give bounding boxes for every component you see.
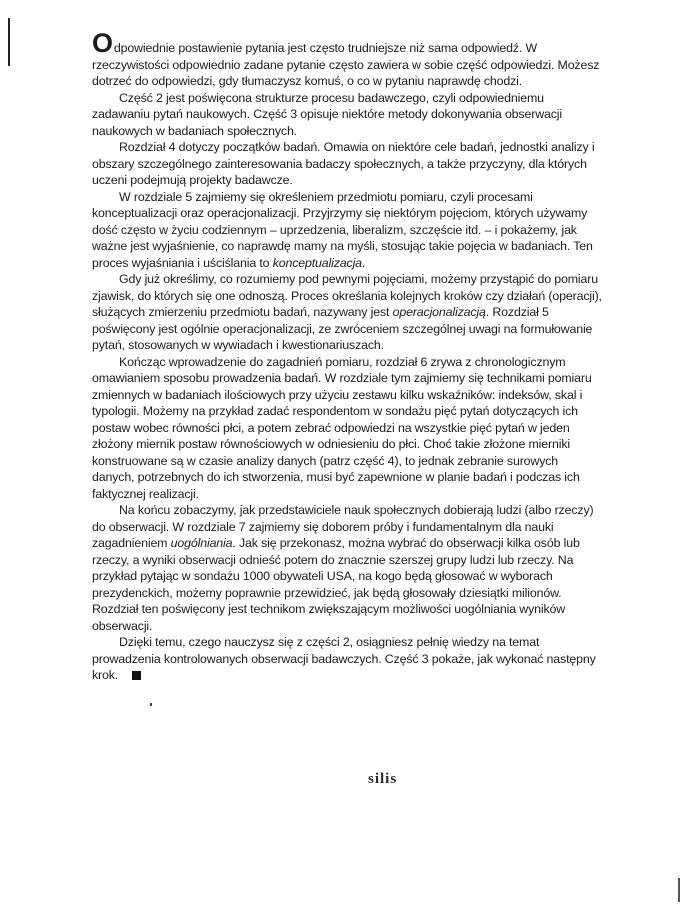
paragraph-7 (92, 502, 602, 634)
paragraph-2 (92, 90, 602, 140)
document-body (92, 28, 602, 684)
paragraph-3-text: Rozdział 4 dotyczy początków badań. Omawia on niektóre cele badań, jednostki analizy i obszary szczególnego zainteresowania badaczy społecznych, a także przyczyny, dla których uczeni podejmują projekty badawcze. (92, 140, 595, 187)
paragraph-6 (92, 354, 602, 503)
paragraph-4-after: . (361, 255, 366, 270)
paragraph-5 (92, 271, 602, 354)
dropcap: O (92, 28, 113, 58)
paragraph-4 (92, 189, 602, 272)
paragraph-6-text: Kończąc wprowadzenie do zagadnień pomiaru, rozdział 6 zrywa z chronologicznym omawianiem sposobu prowadzenia badań. W rozdziale tym zajmiemy się technikami pomiaru zmiennych w badaniach ilościowych przy użyciu zestawu kilku wskaźników: indeksów, skal i typologii. Możemy na przykład zadać respondentom w sondażu pięć pytań dotyczących ich postaw wobec równości płci, a potem zebrać odpowiedzi na wszystkie pięć pytań w jeden złożony miernik postaw równościowych w odniesieniu do płci. Choć takie złożone mierniki konstruowane są w czasie analizy danych (patrz część 4), to jednak zebranie surowych danych, potrzebnych do ich stworzenia, musi być zapewnione w planie badań i podczas ich faktycznej realizacji. (92, 354, 592, 501)
publisher-logo: silis (368, 771, 398, 787)
paragraph-4-term: konceptualizacja (272, 255, 362, 270)
paragraph-7-after: . Jak się przekonasz, można wybrać do obserwacji kilka osób lub rzeczy, a wyniki obserwacji odnieść potem do znacznie szerszej grupy ludzi lub rzeczy. Na przykład pytając w sondażu 1000 obywateli USA, na kogo będą głosować w wyborach prezydenckich, możemy poprawnie przewidzieć, jak będą głosowały dziesiątki milionów. Rozdział ten poświęcony jest technikom zwiększającym możliwości uogólniania wyników obserwacji. (92, 536, 580, 633)
end-of-section-square-icon (132, 671, 141, 680)
paragraph-2-text: Część 2 jest poświęcona strukturze procesu badawczego, czyli odpowiedniemu zadawaniu pytań naukowych. Część 3 opisuje niektóre metody dokonywania obserwacji naukowych w badaniach społecznych. (92, 90, 562, 138)
paragraph-8 (92, 634, 602, 684)
paragraph-3 (92, 139, 602, 189)
paragraph-4-text: W rozdziale 5 zajmiemy się określeniem przedmiotu pomiaru, czyli procesami konceptualizacji oraz operacjonalizacji. Przyjrzymy się niektórym pojęciom, których używamy dość często w życiu codziennym – uprzedzenia, liberalizm, szczęście itd. – i pokażemy, jak ważne jest wyjaśnienie, co naprawdę mamy na myśli, stosując takie pojęcia w badaniach. Ten proces wyjaśniania i uściślania to (92, 189, 593, 270)
page-edge-mark-right (678, 878, 680, 902)
paragraph-5-term: operacjonalizacją (392, 305, 486, 319)
paragraph-7-text: Na końcu zobaczymy, jak przedstawiciele nauk społecznych dobierają ludzi (albo rzeczy) do obserwacji. W rozdziale 7 zajmiemy się doborem próby i fundamentalnym dla nauki zagadnieniem (92, 503, 594, 550)
paragraph-1-text: jest często trudniejsze niż sama odpowiedź. W rzeczywistości odpowiednio zadane pytanie często zawiera w sobie część odpowiedzi. Możesz dotrzeć do odpowiedzi, gdy tłumaczysz komuś, o co w pytaniu naprawdę chodzi. (92, 41, 600, 88)
paragraph-1 (92, 28, 602, 90)
page-edge-mark (8, 18, 10, 66)
paragraph-8-text: Dzięki temu, czego nauczysz się z części 2, osiągniesz pełnię wiedzy na temat prowadzenia kontrolowanych obserwacji badawczych. Część 3 pokaże, jak wykonać następny krok. (92, 635, 596, 682)
paragraph-7-term: uogólniania (170, 536, 233, 550)
paragraph-5-text: Gdy już określimy, co rozumiemy pod pewnymi pojęciami, możemy przystąpić do pomiaru zjawisk, do których się one odnoszą. Proces określania kolejnych kroków czy działań (operacji), służących zmierzeniu przedmiotu badań, nazywany jest (92, 272, 602, 319)
paragraph-5-after: . Rozdział 5 poświęcony jest ogólnie operacjonalizacji, ze zwróceniem szczególnej uwagi na formułowanie pytań, stosowanych w wywiadach i kwestionariuszach. (92, 305, 593, 352)
scan-speck (150, 703, 152, 706)
paragraph-1-lead: dpowiednie postawienie pytania (113, 41, 285, 55)
